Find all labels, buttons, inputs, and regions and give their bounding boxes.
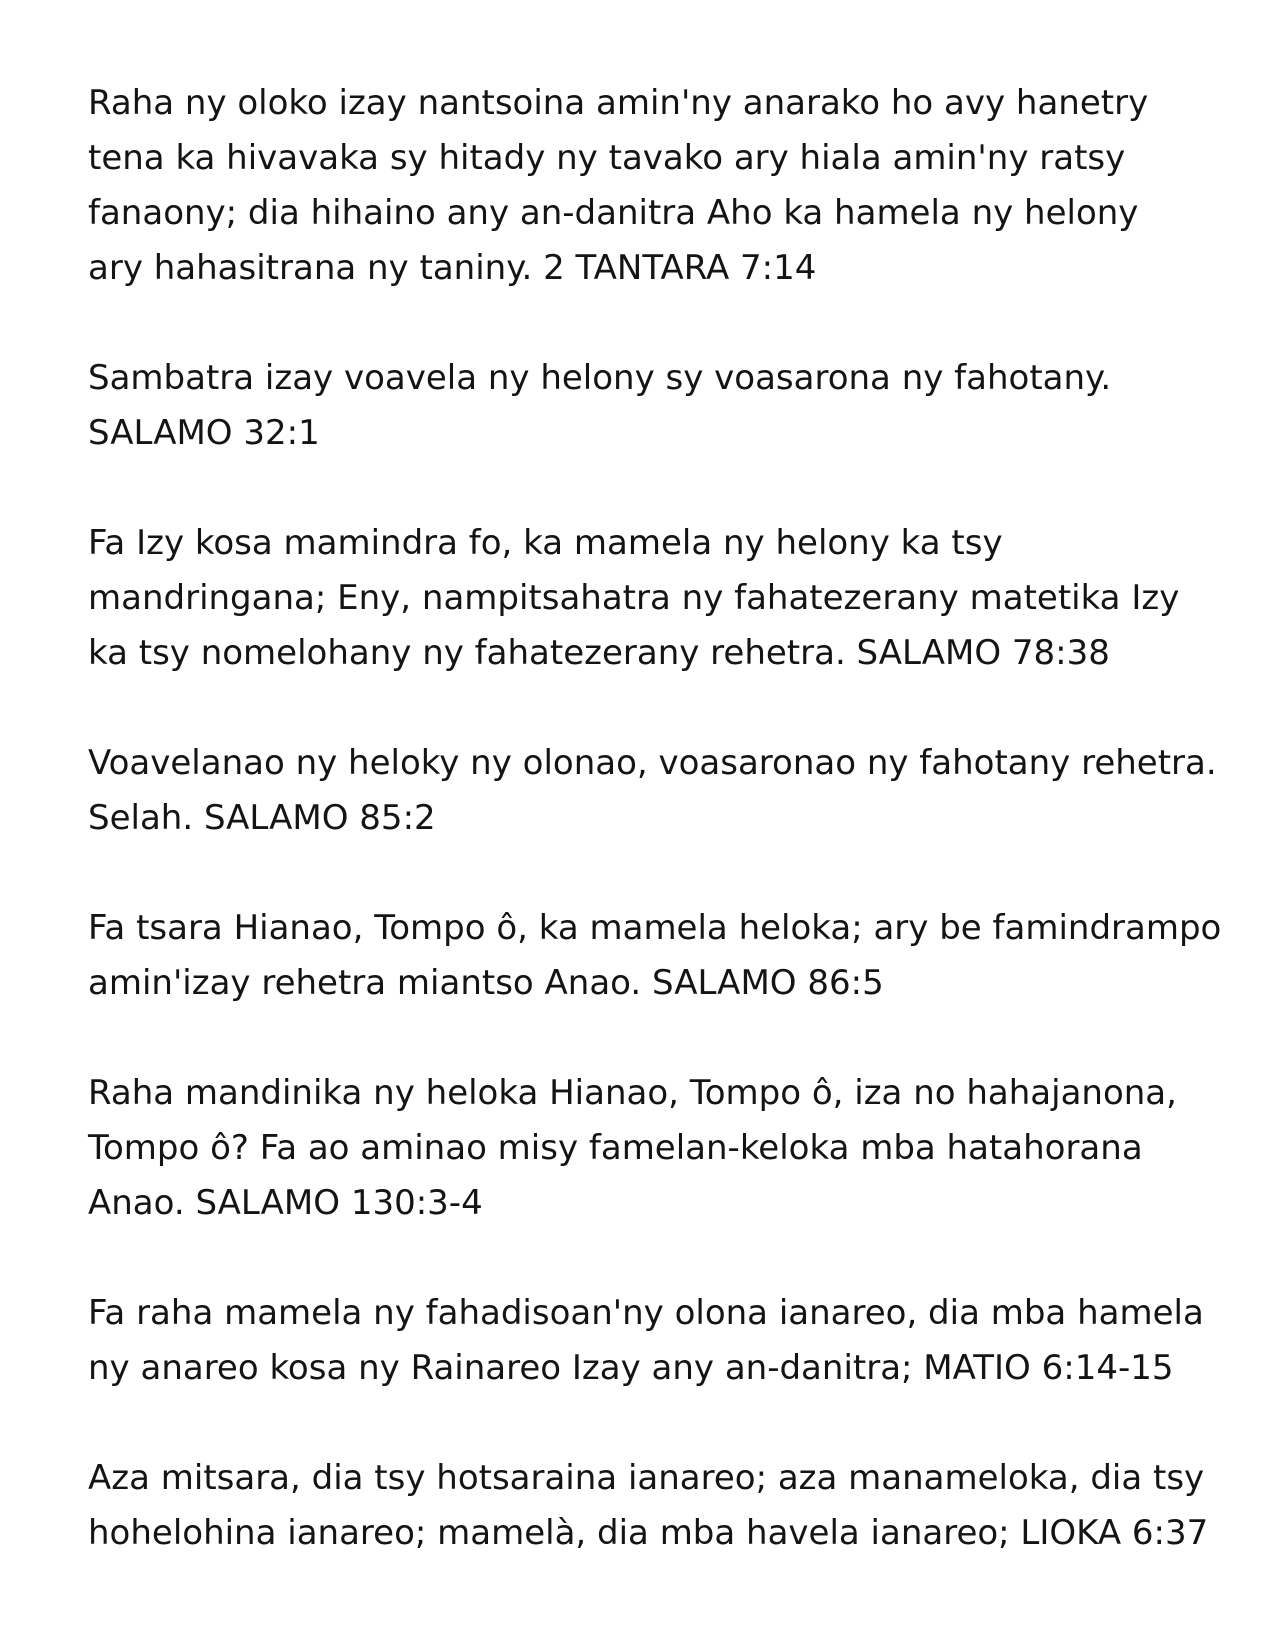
verse-line: SALAMO 32:1 <box>88 413 320 453</box>
verse-paragraph <box>88 516 1228 681</box>
verse-line: ka tsy nomelohany ny fahatezerany rehetra. SALAMO 78:38 <box>88 633 1110 673</box>
verse-line: amin'izay rehetra miantso Anao. SALAMO 86:5 <box>88 963 884 1003</box>
verse-line: hohelohina ianareo; mamelà, dia mba havela ianareo; LIOKA 6:37 <box>88 1513 1209 1553</box>
verse-paragraph <box>88 1066 1228 1231</box>
verse-line: Raha mandinika ny heloka Hianao, Tompo ô, iza no hahajanona, <box>88 1073 1177 1113</box>
verse-line: Fa raha mamela ny fahadisoan'ny olona ianareo, dia mba hamela <box>88 1293 1204 1333</box>
verse-line: Sambatra izay voavela ny helony sy voasarona ny fahotany. <box>88 358 1112 398</box>
verse-line: Fa Izy kosa mamindra fo, ka mamela ny helony ka tsy <box>88 523 1003 563</box>
verse-paragraph <box>88 1451 1228 1561</box>
verse-line: tena ka hivavaka sy hitady ny tavako ary hiala amin'ny ratsy <box>88 138 1126 178</box>
verse-line: Raha ny oloko izay nantsoina amin'ny anarako ho avy hanetry <box>88 83 1149 123</box>
verse-line: Selah. SALAMO 85:2 <box>88 798 436 838</box>
verse-paragraph <box>88 901 1228 1011</box>
verse-paragraph <box>88 351 1228 461</box>
verse-line: mandringana; Eny, nampitsahatra ny fahatezerany matetika Izy <box>88 578 1180 618</box>
verse-line: fanaony; dia hihaino any an-danitra Aho ka hamela ny helony <box>88 193 1139 233</box>
verse-line: Aza mitsara, dia tsy hotsaraina ianareo; aza manameloka, dia tsy <box>88 1458 1205 1498</box>
verse-line: Fa tsara Hianao, Tompo ô, ka mamela heloka; ary be famindrampo <box>88 908 1222 948</box>
verse-line: Voavelanao ny heloky ny olonao, voasaronao ny fahotany rehetra. <box>88 743 1217 783</box>
verse-paragraph <box>88 1286 1228 1396</box>
verse-line: ny anareo kosa ny Rainareo Izay any an-danitra; MATIO 6:14-15 <box>88 1348 1174 1388</box>
verse-paragraph <box>88 736 1228 846</box>
verse-line: Tompo ô? Fa ao aminao misy famelan-keloka mba hatahorana <box>88 1128 1143 1168</box>
document-page <box>88 76 1228 1616</box>
verse-line: ary hahasitrana ny taniny. 2 TANTARA 7:14 <box>88 248 817 288</box>
verse-line: Anao. SALAMO 130:3-4 <box>88 1183 483 1223</box>
verse-paragraph <box>88 76 1228 296</box>
